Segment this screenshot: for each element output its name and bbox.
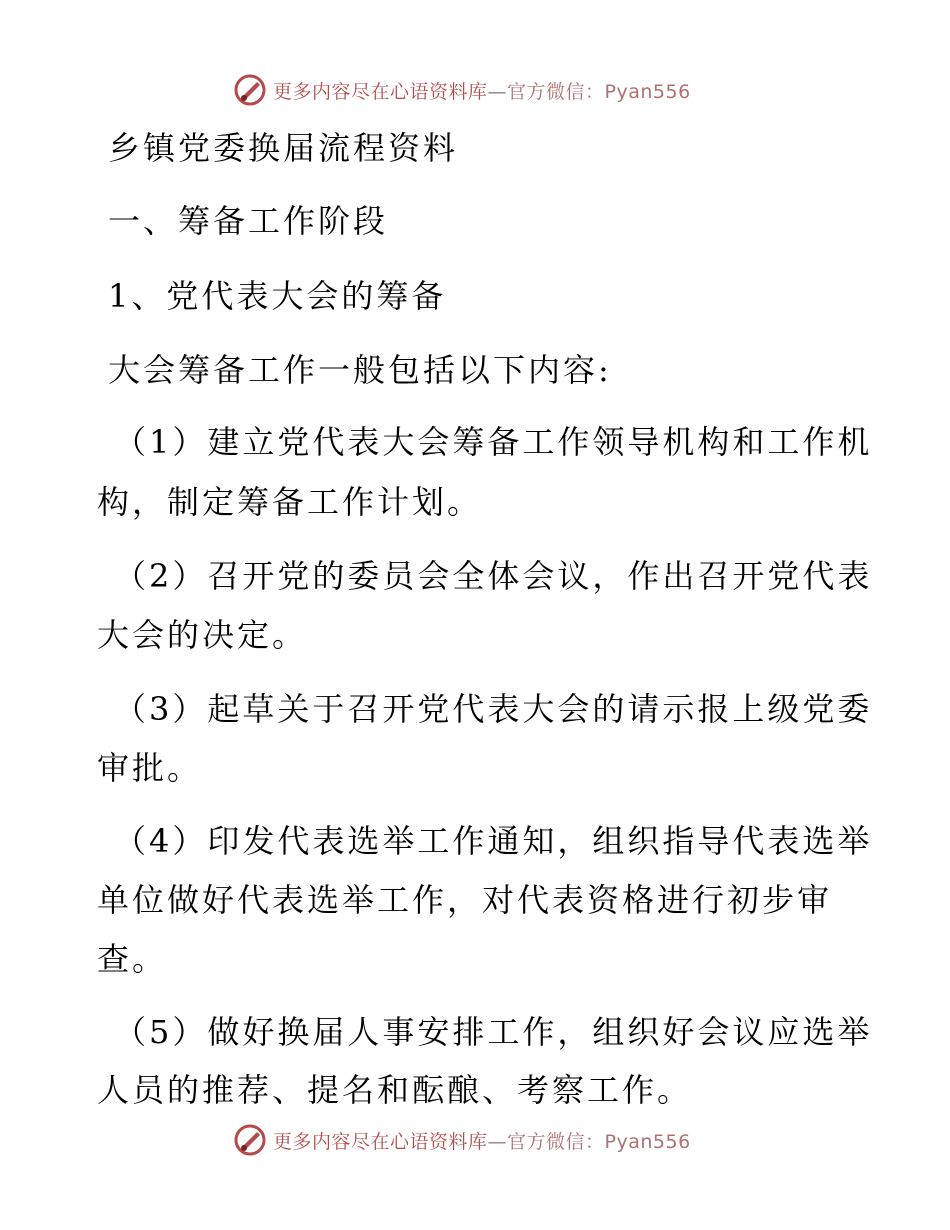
item-2-line-1: （2）召开党的委员会全体会议，作出召开党代表 [114, 557, 873, 595]
item-4-line-3: 查。 [97, 940, 168, 978]
intro-paragraph: 大会筹备工作一般包括以下内容: [108, 351, 612, 389]
watermark-banner-bottom [233, 1122, 691, 1158]
document-title: 乡镇党委换届流程资料 [108, 129, 459, 167]
item-2-line-2: 大会的决定。 [97, 616, 308, 654]
section-heading: 一、筹备工作阶段 [108, 202, 389, 240]
item-5-line-2: 人员的推荐、提名和酝酿、考察工作。 [97, 1071, 693, 1109]
item-3-line-2: 审批。 [97, 749, 203, 787]
item-3-line-1: （3）起草关于召开党代表大会的请示报上级党委 [114, 690, 873, 728]
brush-logo-icon [233, 73, 267, 107]
subsection-heading: 1、党代表大会的筹备 [108, 277, 447, 315]
item-4-line-2: 单位做好代表选举工作，对代表资格进行初步审 [97, 881, 833, 919]
watermark-text: 更多内容尽在心语资料库—官方微信：Pyan556 [273, 80, 691, 103]
watermark-banner-top [233, 72, 691, 108]
item-1-line-1: （1）建立党代表大会筹备工作领导机构和工作机 [114, 423, 873, 461]
item-4-line-1: （4）印发代表选举工作通知，组织指导代表选举 [114, 822, 873, 860]
watermark-text: 更多内容尽在心语资料库—官方微信：Pyan556 [273, 1130, 691, 1153]
item-5-line-1: （5）做好换届人事安排工作，组织好会议应选举 [114, 1013, 873, 1051]
item-1-line-2: 构，制定筹备工作计划。 [97, 483, 483, 521]
brush-logo-icon [233, 1123, 267, 1157]
